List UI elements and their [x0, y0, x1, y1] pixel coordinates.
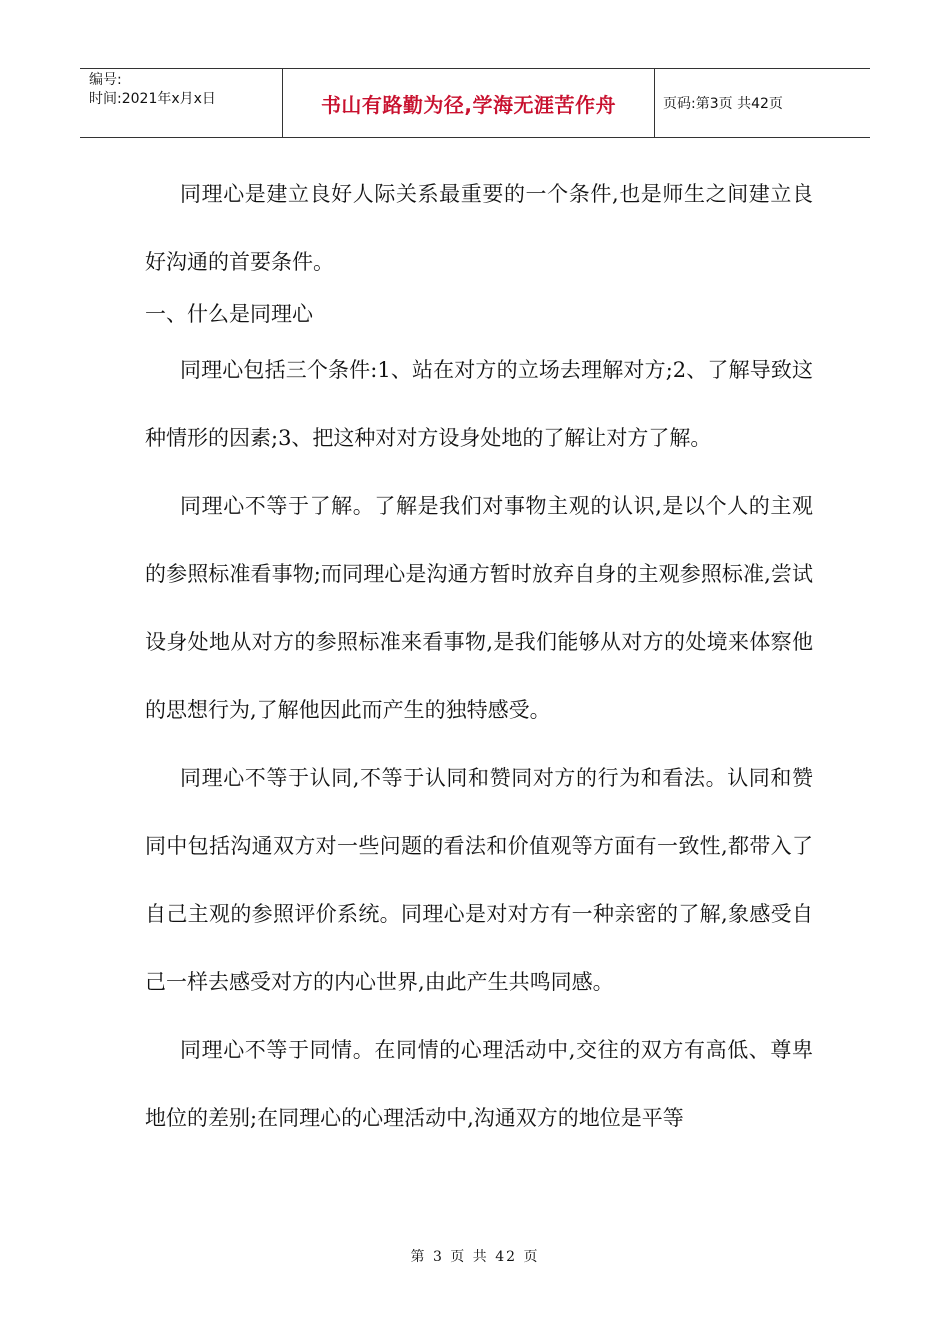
document-time-label: 时间:2021年x月x日 — [89, 91, 216, 107]
paragraph-conditions: 同理心包括三个条件:1、站在对方的立场去理解对方;2、了解导致这种情形的因素;3、把这种对对方设身处地的了解让对方了解。 — [145, 358, 813, 450]
paragraph-not-sympathy: 同理心不等于同情。在同情的心理活动中,交往的双方有高低、尊卑地位的差别;在同理心的心理活动中,沟通双方的地位是平等 — [145, 1038, 813, 1130]
paragraph-not-understanding: 同理心不等于了解。了解是我们对事物主观的认识,是以个人的主观的参照标准看事物;而同理心是沟通方暂时放弃自身的主观参照标准,尝试设身处地从对方的参照标准来看事物,是我们能够从对方的处境来体察他的思想行为,了解他因此而产生的独特感受。 — [145, 494, 813, 722]
header-motto: 书山有路勤为径,学海无涯苦作舟 — [283, 69, 655, 137]
header-meta — [80, 69, 283, 137]
paragraph-not-agreement: 同理心不等于认同,不等于认同和赞同对方的行为和看法。认同和赞同中包括沟通双方对一些问题的看法和价值观等方面有一致性,都带入了自己主观的参照评价系统。同理心是对对方有一种亲密的了解,象感受自己一样去感受对方的内心世界,由此产生共鸣同感。 — [145, 766, 813, 994]
paragraph-intro: 同理心是建立良好人际关系最重要的一个条件,也是师生之间建立良好沟通的首要条件。 — [145, 182, 813, 274]
page-footer: 第 3 页 共 42 页 — [410, 1249, 540, 1265]
header-page-info: 页码:第3页 共42页 — [663, 96, 783, 112]
document-body — [145, 160, 813, 1152]
document-number-label: 编号: — [89, 72, 122, 88]
page-header — [80, 68, 870, 138]
section-heading: 一、什么是同理心 — [145, 302, 313, 326]
